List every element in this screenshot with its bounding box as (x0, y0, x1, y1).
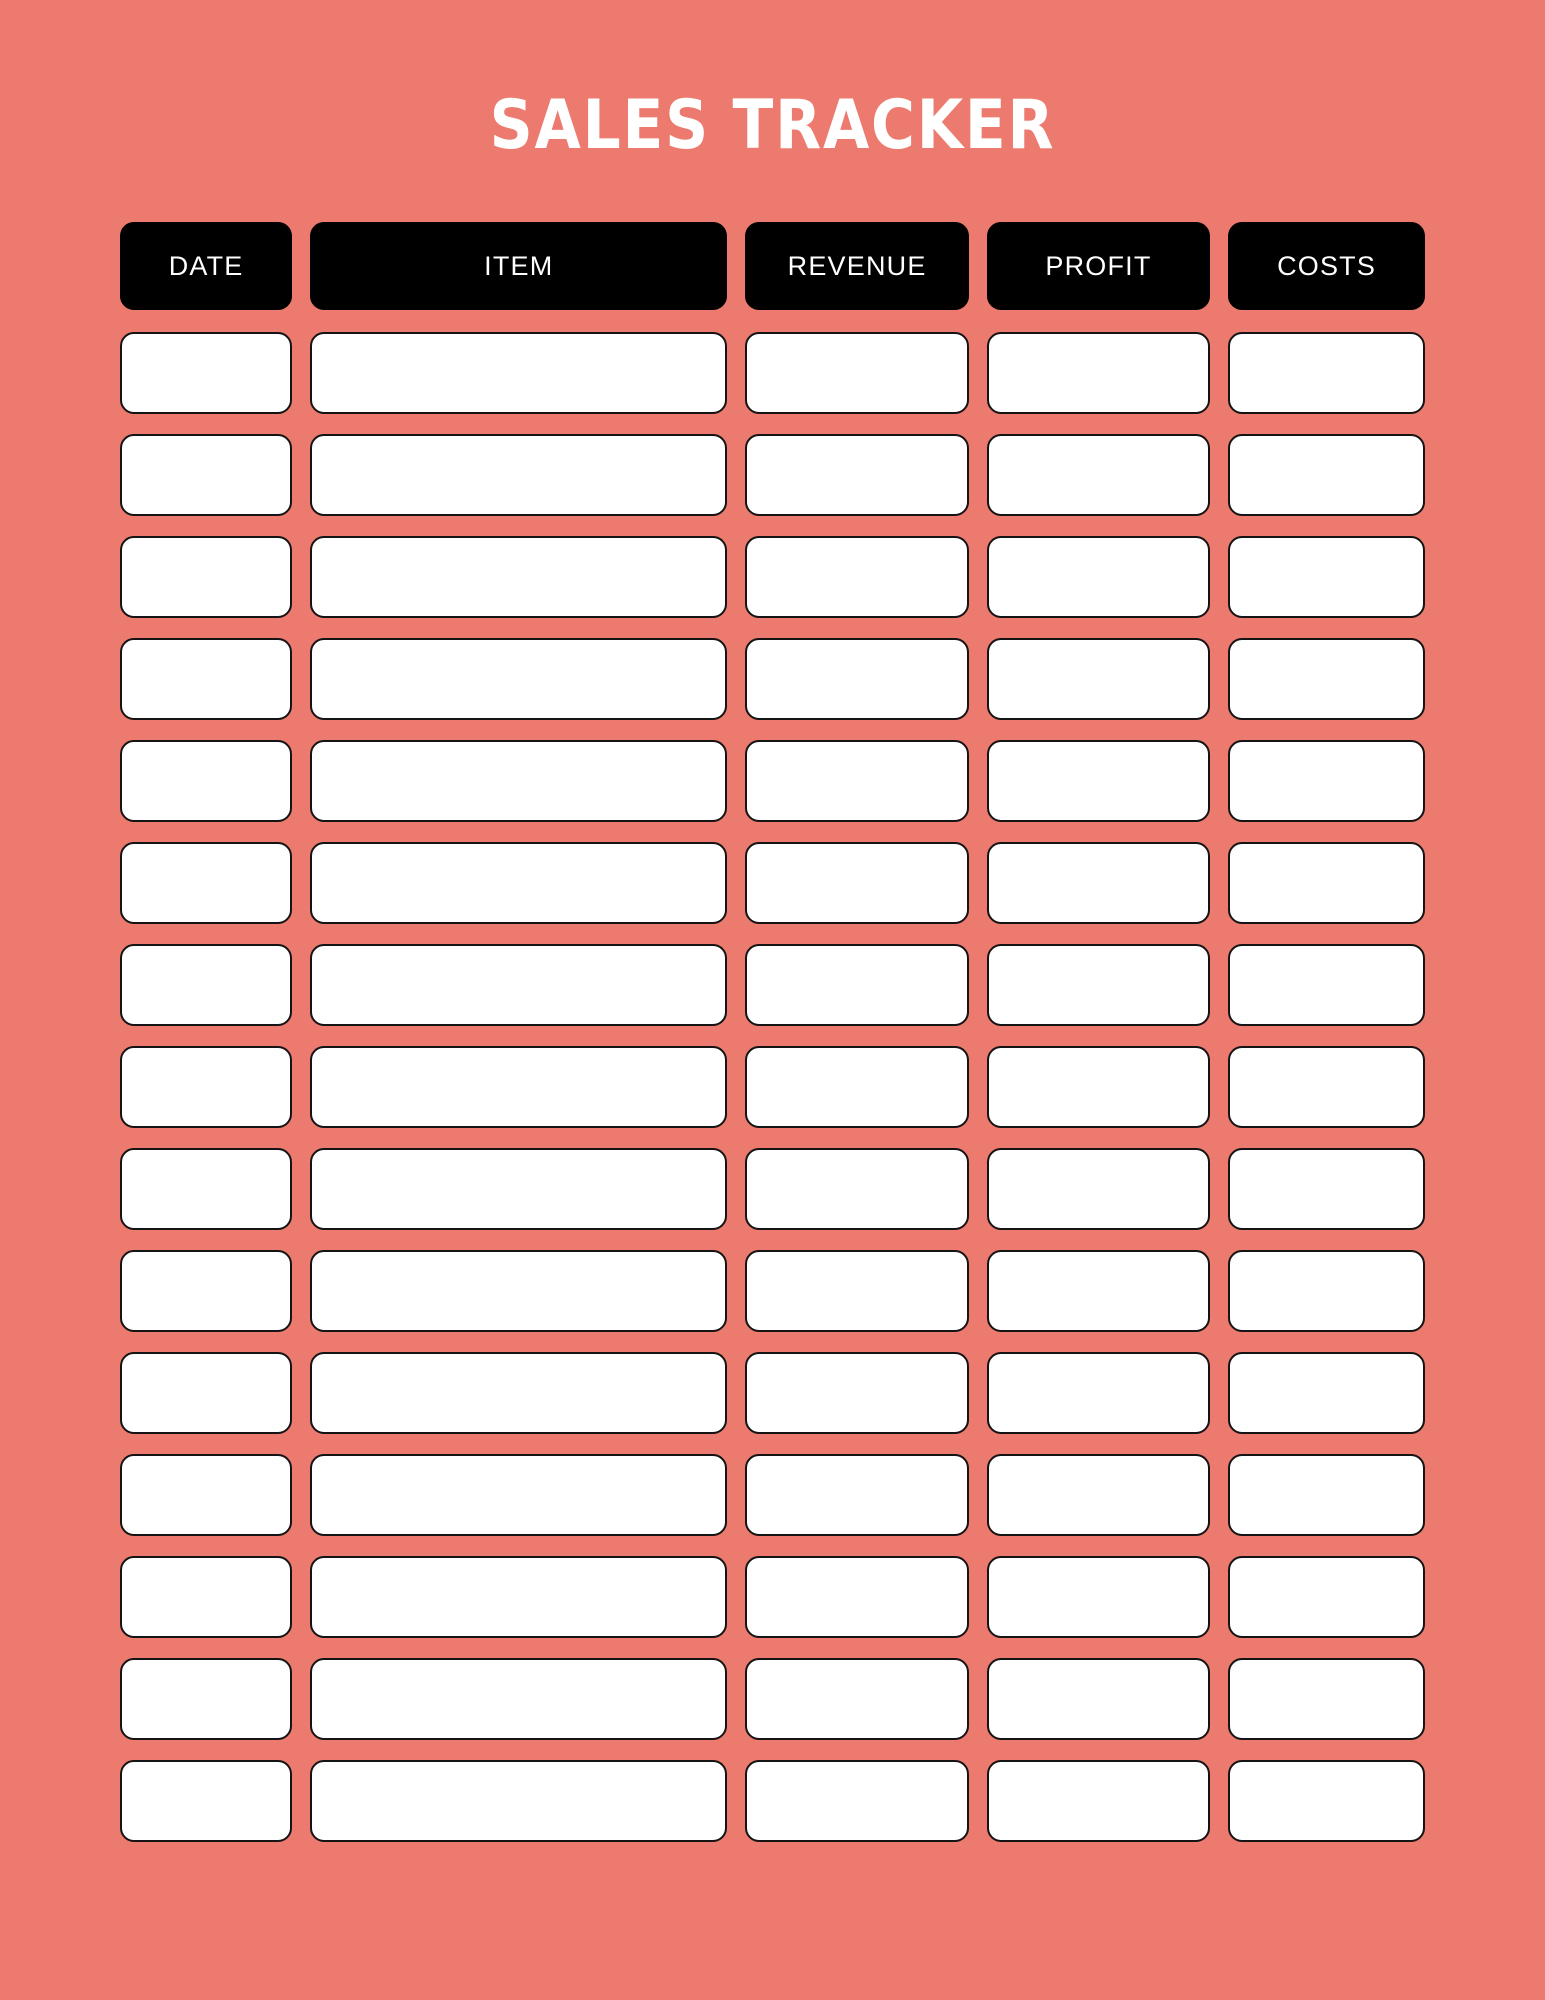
cell-profit[interactable] (987, 536, 1210, 618)
cell-item[interactable] (310, 638, 727, 720)
cell-item[interactable] (310, 434, 727, 516)
cell-date[interactable] (120, 1556, 292, 1638)
cell-revenue[interactable] (745, 1352, 968, 1434)
cell-costs[interactable] (1228, 536, 1425, 618)
cell-item[interactable] (310, 842, 727, 924)
table-row (120, 842, 1425, 924)
cell-profit[interactable] (987, 1250, 1210, 1332)
sales-tracker-table (120, 222, 1425, 1842)
cell-costs[interactable] (1228, 1250, 1425, 1332)
cell-costs[interactable] (1228, 1148, 1425, 1230)
cell-item[interactable] (310, 536, 727, 618)
cell-profit[interactable] (987, 434, 1210, 516)
table-row (120, 536, 1425, 618)
cell-profit[interactable] (987, 1556, 1210, 1638)
table-row (120, 740, 1425, 822)
cell-date[interactable] (120, 842, 292, 924)
cell-costs[interactable] (1228, 1352, 1425, 1434)
table-row (120, 1454, 1425, 1536)
cell-date[interactable] (120, 1148, 292, 1230)
cell-revenue[interactable] (745, 1046, 968, 1128)
table-row (120, 944, 1425, 1026)
cell-costs[interactable] (1228, 638, 1425, 720)
cell-date[interactable] (120, 1658, 292, 1740)
cell-item[interactable] (310, 1658, 727, 1740)
cell-revenue[interactable] (745, 536, 968, 618)
cell-date[interactable] (120, 740, 292, 822)
cell-item[interactable] (310, 740, 727, 822)
table-row (120, 1250, 1425, 1332)
column-header-date: DATE (120, 222, 292, 310)
cell-revenue[interactable] (745, 1454, 968, 1536)
cell-item[interactable] (310, 1046, 727, 1128)
cell-costs[interactable] (1228, 1658, 1425, 1740)
cell-date[interactable] (120, 1046, 292, 1128)
cell-date[interactable] (120, 332, 292, 414)
cell-revenue[interactable] (745, 638, 968, 720)
table-row (120, 434, 1425, 516)
cell-profit[interactable] (987, 740, 1210, 822)
cell-costs[interactable] (1228, 1454, 1425, 1536)
table-row (120, 1760, 1425, 1842)
column-header-item: ITEM (310, 222, 727, 310)
table-body (120, 332, 1425, 1842)
cell-costs[interactable] (1228, 434, 1425, 516)
cell-revenue[interactable] (745, 1760, 968, 1842)
cell-item[interactable] (310, 1556, 727, 1638)
cell-revenue[interactable] (745, 1250, 968, 1332)
cell-revenue[interactable] (745, 332, 968, 414)
cell-date[interactable] (120, 1760, 292, 1842)
cell-profit[interactable] (987, 944, 1210, 1026)
cell-revenue[interactable] (745, 944, 968, 1026)
cell-profit[interactable] (987, 1760, 1210, 1842)
cell-date[interactable] (120, 1454, 292, 1536)
cell-profit[interactable] (987, 1046, 1210, 1128)
column-header-revenue: REVENUE (745, 222, 968, 310)
table-row (120, 1046, 1425, 1128)
cell-profit[interactable] (987, 1454, 1210, 1536)
table-header-row (120, 222, 1425, 310)
cell-costs[interactable] (1228, 1046, 1425, 1128)
cell-costs[interactable] (1228, 1760, 1425, 1842)
cell-costs[interactable] (1228, 332, 1425, 414)
cell-revenue[interactable] (745, 434, 968, 516)
cell-date[interactable] (120, 638, 292, 720)
cell-date[interactable] (120, 536, 292, 618)
table-row (120, 1658, 1425, 1740)
cell-costs[interactable] (1228, 1556, 1425, 1638)
cell-profit[interactable] (987, 842, 1210, 924)
cell-revenue[interactable] (745, 1658, 968, 1740)
cell-revenue[interactable] (745, 1148, 968, 1230)
cell-item[interactable] (310, 1454, 727, 1536)
cell-item[interactable] (310, 332, 727, 414)
column-header-costs: COSTS (1228, 222, 1425, 310)
cell-date[interactable] (120, 1250, 292, 1332)
cell-profit[interactable] (987, 638, 1210, 720)
table-row (120, 332, 1425, 414)
table-row (120, 1148, 1425, 1230)
cell-profit[interactable] (987, 1658, 1210, 1740)
cell-profit[interactable] (987, 332, 1210, 414)
cell-item[interactable] (310, 1250, 727, 1332)
cell-revenue[interactable] (745, 740, 968, 822)
table-row (120, 1556, 1425, 1638)
page-title: SALES TRACKER (489, 86, 1056, 165)
cell-item[interactable] (310, 1760, 727, 1842)
cell-revenue[interactable] (745, 1556, 968, 1638)
column-header-profit: PROFIT (987, 222, 1210, 310)
cell-profit[interactable] (987, 1352, 1210, 1434)
cell-date[interactable] (120, 434, 292, 516)
cell-costs[interactable] (1228, 944, 1425, 1026)
cell-date[interactable] (120, 1352, 292, 1434)
cell-item[interactable] (310, 1352, 727, 1434)
table-row (120, 1352, 1425, 1434)
cell-costs[interactable] (1228, 740, 1425, 822)
table-row (120, 638, 1425, 720)
cell-item[interactable] (310, 1148, 727, 1230)
cell-revenue[interactable] (745, 842, 968, 924)
cell-item[interactable] (310, 944, 727, 1026)
cell-date[interactable] (120, 944, 292, 1026)
cell-costs[interactable] (1228, 842, 1425, 924)
cell-profit[interactable] (987, 1148, 1210, 1230)
